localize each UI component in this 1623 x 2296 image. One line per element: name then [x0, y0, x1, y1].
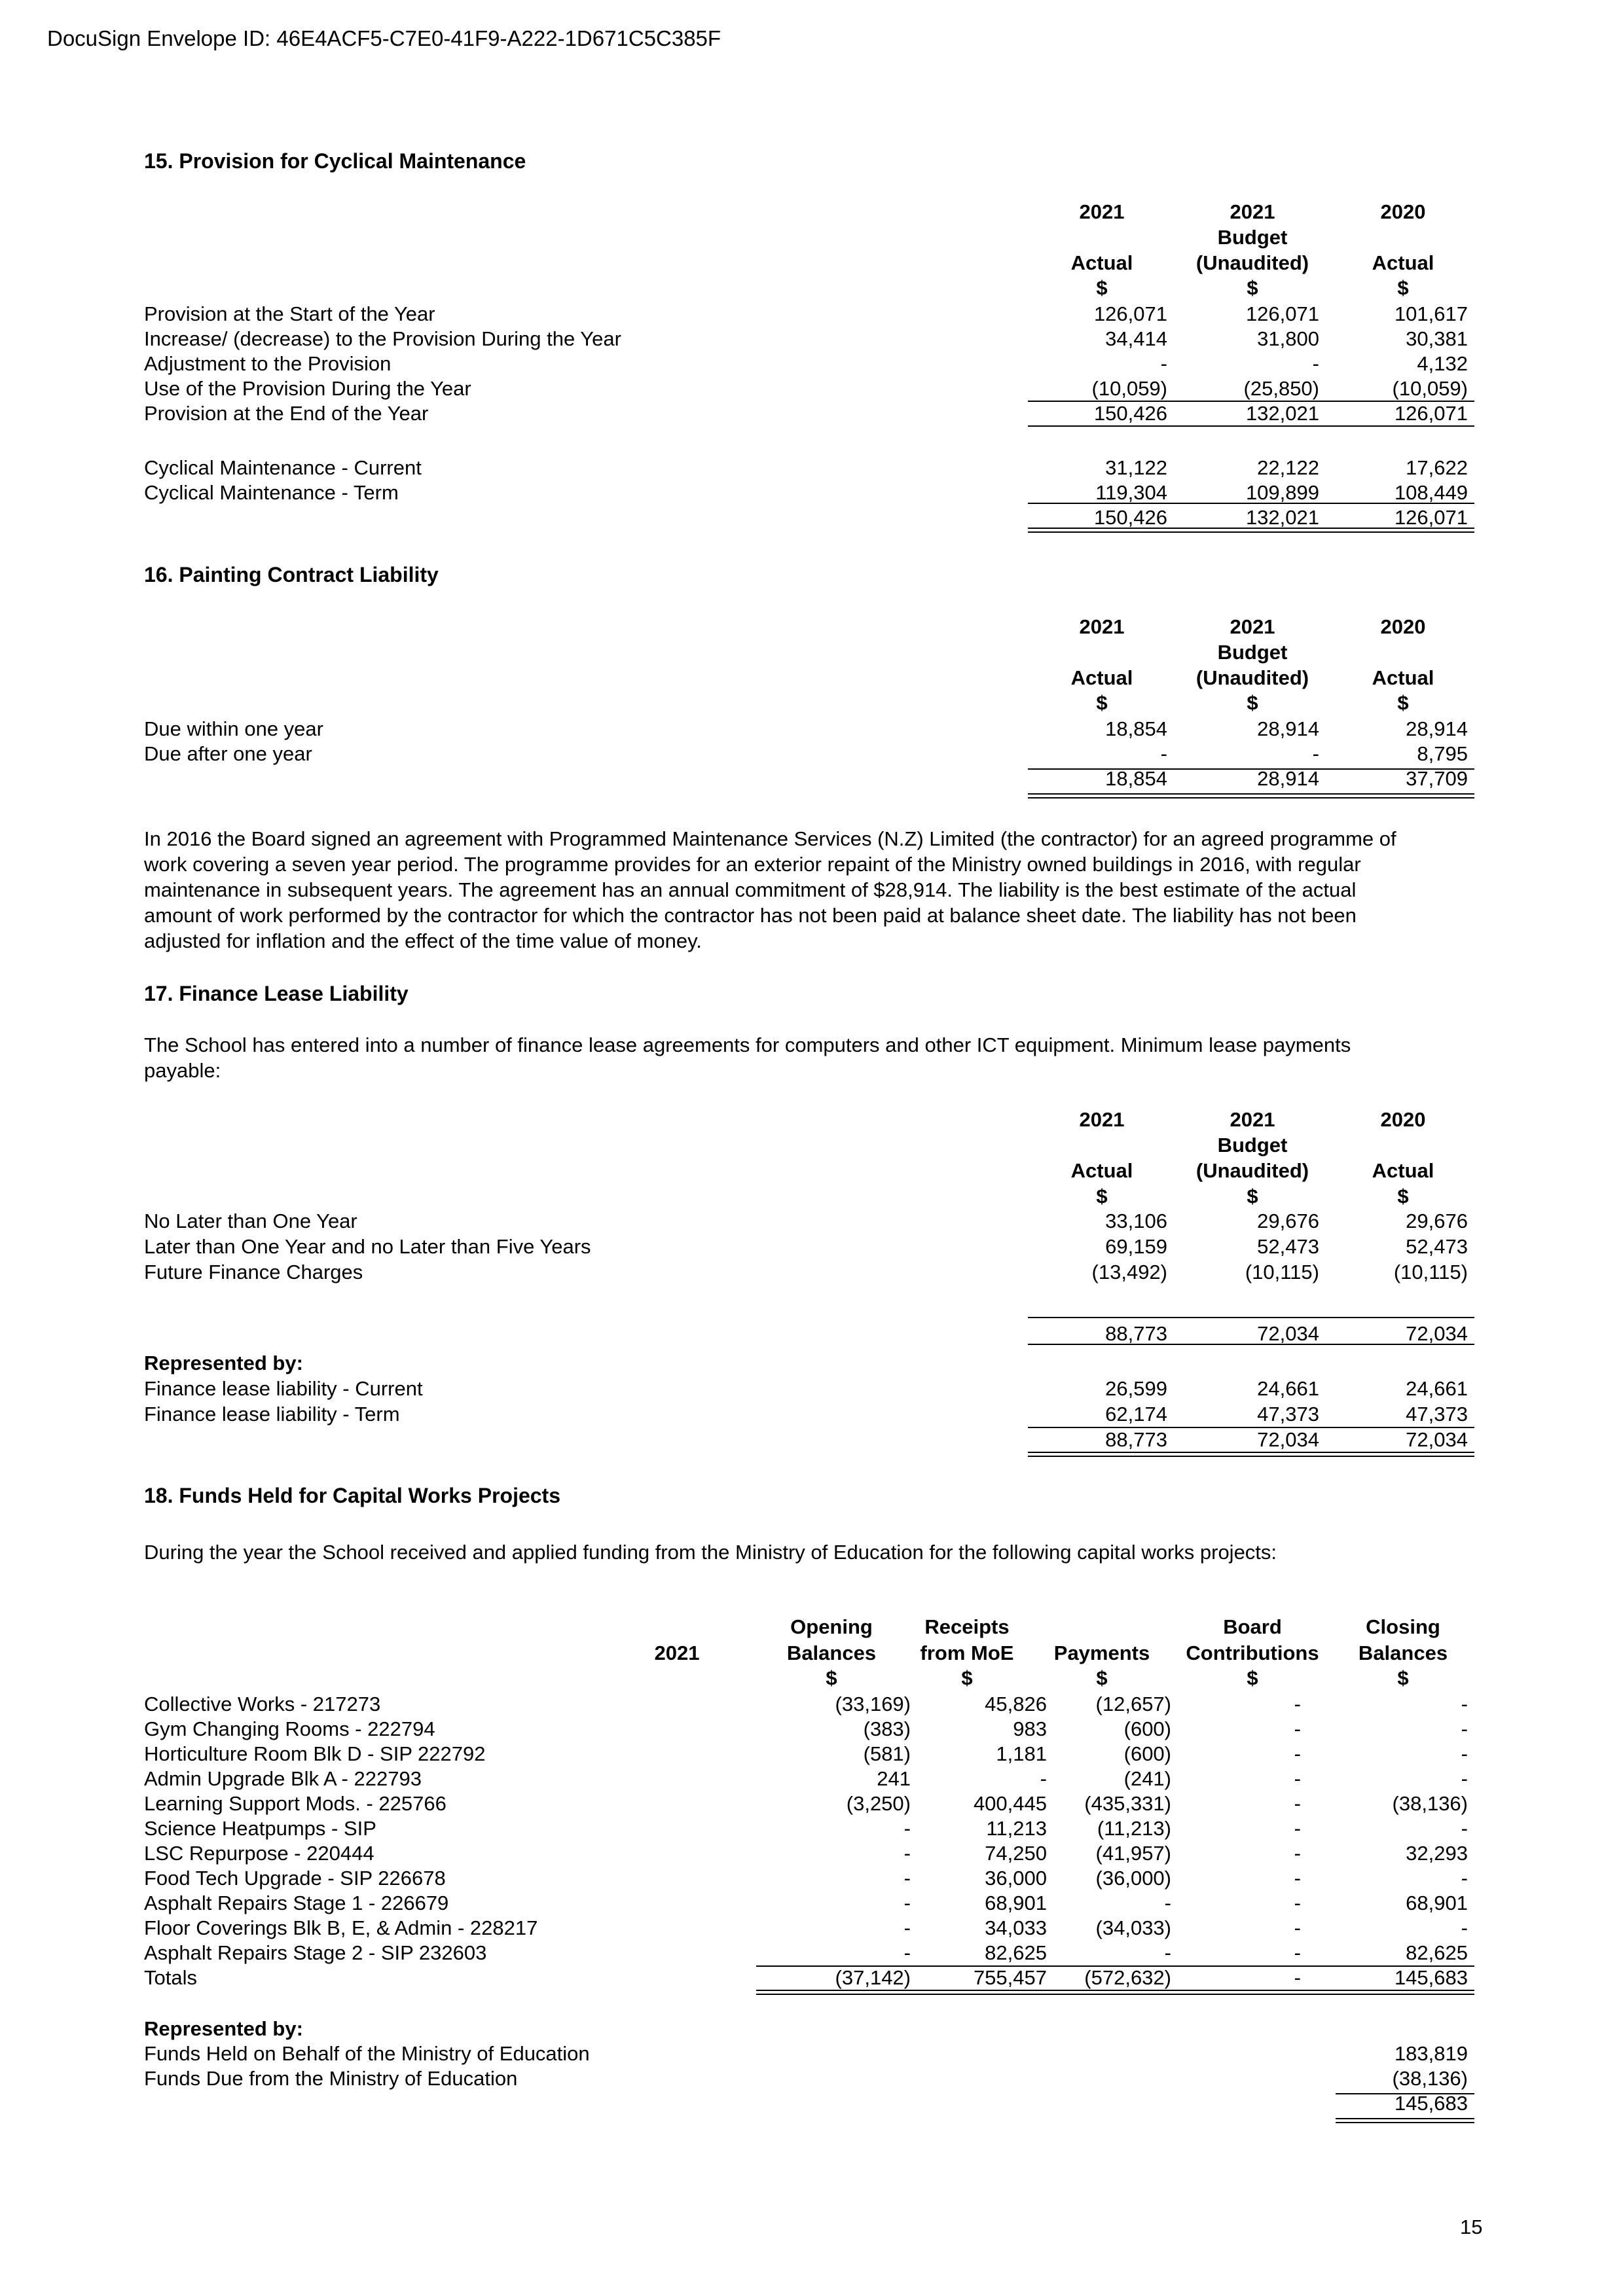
row-value: 30,381: [1406, 327, 1468, 350]
row-value: 150,426: [1093, 506, 1167, 529]
row-value: -: [1294, 1767, 1301, 1790]
section-17-title: 17. Finance Lease Liability: [144, 982, 409, 1005]
row-value: 101,617: [1394, 302, 1468, 325]
row-value: 82,625: [1406, 1941, 1468, 1964]
row-label: LSC Repurpose - 220444: [144, 1842, 374, 1865]
row-value: 28,914: [1257, 717, 1319, 740]
row-value: 150,426: [1093, 402, 1167, 425]
s18-payments: Payments: [1053, 1641, 1150, 1664]
col3-label: Actual: [1372, 251, 1434, 274]
row-value: -: [1461, 1742, 1468, 1765]
col1-year: 2021: [1079, 200, 1125, 223]
row-value: 126,071: [1394, 402, 1468, 425]
row-value: 47,373: [1257, 1403, 1319, 1426]
s18-opening-1: Opening: [790, 1615, 873, 1638]
s18-receipts-currency: $: [961, 1666, 973, 1689]
col2-currency: $: [1247, 276, 1258, 299]
row-value: 8,795: [1417, 742, 1468, 765]
row-label: Finance lease liability - Term: [144, 1403, 400, 1426]
col1-year: 2021: [1079, 615, 1125, 638]
row-value: 11,213: [986, 1817, 1047, 1840]
row-value: -: [1294, 1941, 1301, 1964]
row-label: Due after one year: [144, 742, 312, 765]
row-value: -: [1294, 1916, 1301, 1939]
row-value: -: [1160, 352, 1167, 375]
row-value: (34,033): [1095, 1916, 1171, 1939]
row-value: -: [1461, 1817, 1468, 1840]
row-value: -: [1294, 1693, 1301, 1715]
row-label: Finance lease liability - Current: [144, 1377, 423, 1400]
col1-currency: $: [1096, 691, 1108, 714]
row-value: -: [1294, 1966, 1301, 1989]
row-value: (3,250): [846, 1792, 911, 1815]
section-18-title: 18. Funds Held for Capital Works Projects: [144, 1484, 560, 1507]
row-value: 62,174: [1105, 1403, 1167, 1426]
row-value: 31,122: [1105, 456, 1167, 479]
represented-by-label-18: Represented by:: [144, 2017, 303, 2040]
col2-budget: Budget: [1217, 226, 1288, 249]
row-value: 45,826: [985, 1693, 1047, 1715]
s18-closing-currency: $: [1397, 1666, 1409, 1689]
col2-year: 2021: [1230, 615, 1275, 638]
row-value: 24,661: [1406, 1377, 1468, 1400]
row-value: (37,142): [835, 1966, 911, 1989]
envelope-id: DocuSign Envelope ID: 46E4ACF5-C7E0-41F9-A222-1D671C5C385F: [47, 26, 721, 50]
row-value: -: [903, 1867, 911, 1890]
total-col3: 72,034: [1406, 1322, 1468, 1345]
row-value: (600): [1123, 1717, 1171, 1740]
row-value: 132,021: [1245, 402, 1319, 425]
row-value: -: [1312, 742, 1319, 765]
col1-currency: $: [1096, 276, 1108, 299]
row-value: 29,676: [1406, 1210, 1468, 1232]
row-value: 36,000: [985, 1867, 1047, 1890]
row-label: Learning Support Mods. - 225766: [144, 1792, 447, 1815]
row-value: (38,136): [1392, 2067, 1468, 2090]
s18-board-1: Board: [1223, 1615, 1282, 1638]
row-value: -: [1294, 1892, 1301, 1914]
row-value: 1,181: [996, 1742, 1047, 1765]
row-value: -: [1294, 1742, 1301, 1765]
col3-currency: $: [1397, 1185, 1409, 1208]
row-value: 33,106: [1105, 1210, 1167, 1232]
s18-receipts-2: from MoE: [920, 1641, 1014, 1664]
row-label: Later than One Year and no Later than Five Years: [144, 1235, 591, 1258]
col3-currency: $: [1397, 691, 1409, 714]
row-value: 34,414: [1105, 327, 1167, 350]
row-value: (10,115): [1245, 1261, 1319, 1283]
row-label: Food Tech Upgrade - SIP 226678: [144, 1867, 446, 1890]
row-value: 18,854: [1105, 717, 1167, 740]
row-value: 24,661: [1257, 1377, 1319, 1400]
row-label: Adjustment to the Provision: [144, 352, 392, 375]
row-value: (572,632): [1084, 1966, 1171, 1989]
row-value: 74,250: [985, 1842, 1047, 1865]
paragraph-line: The School has entered into a number of finance lease agreements for computers and other ICT equipment. Minimum lease payments: [144, 1033, 1351, 1056]
s18-board-2: Contributions: [1186, 1641, 1319, 1664]
row-label: Asphalt Repairs Stage 1 - 226679: [144, 1892, 449, 1914]
col1-currency: $: [1096, 1185, 1108, 1208]
row-value: -: [1294, 1792, 1301, 1815]
row-value: -: [1312, 352, 1319, 375]
row-value: (36,000): [1095, 1867, 1171, 1890]
row-value: -: [1294, 1867, 1301, 1890]
row-value: 983: [1013, 1717, 1047, 1740]
row-value: (600): [1123, 1742, 1171, 1765]
col2-label: (Unaudited): [1195, 1159, 1309, 1182]
col2-year: 2021: [1230, 1108, 1275, 1131]
row-value: -: [1294, 1717, 1301, 1740]
row-label: Provision at the Start of the Year: [144, 302, 435, 325]
row-value: 241: [877, 1767, 911, 1790]
row-value: 72,034: [1406, 1428, 1468, 1451]
row-value: 109,899: [1245, 481, 1319, 504]
s18-opening-currency: $: [826, 1666, 837, 1689]
row-value: -: [1164, 1892, 1171, 1914]
col1-label: Actual: [1070, 666, 1133, 689]
row-value: (10,059): [1091, 377, 1167, 400]
row-value: 126,071: [1245, 302, 1319, 325]
row-value: 126,071: [1394, 506, 1468, 529]
s18-closing-2: Balances: [1358, 1641, 1448, 1664]
row-value: (25,850): [1243, 377, 1319, 400]
row-label: Cyclical Maintenance - Term: [144, 481, 399, 504]
col3-year: 2020: [1380, 200, 1426, 223]
row-value: 32,293: [1406, 1842, 1468, 1865]
row-value: 108,449: [1394, 481, 1468, 504]
total-col2: 72,034: [1257, 1322, 1319, 1345]
row-value: 28,914: [1406, 717, 1468, 740]
paragraph-line: adjusted for inflation and the effect of the time value of money.: [144, 929, 702, 952]
row-value: -: [1164, 1941, 1171, 1964]
col2-budget: Budget: [1217, 641, 1288, 664]
row-label: Collective Works - 217273: [144, 1693, 381, 1715]
row-value: 22,122: [1257, 456, 1319, 479]
row-value: 132,021: [1245, 506, 1319, 529]
row-label: Totals: [144, 1966, 197, 1989]
col2-label: (Unaudited): [1195, 251, 1309, 274]
row-label: Asphalt Repairs Stage 2 - SIP 232603: [144, 1941, 487, 1964]
row-value: 18,854: [1105, 767, 1167, 790]
row-value: (10,059): [1392, 377, 1468, 400]
represented-by-label: Represented by:: [144, 1352, 303, 1374]
paragraph-line: maintenance in subsequent years. The agreement has an annual commitment of $28,914. The liability is the best estimate of the actual: [144, 878, 1357, 901]
row-label: Horticulture Room Blk D - SIP 222792: [144, 1742, 486, 1765]
s18-closing-1: Closing: [1366, 1615, 1440, 1638]
row-value: 145,683: [1394, 2092, 1468, 2115]
col1-year: 2021: [1079, 1108, 1125, 1131]
row-value: 72,034: [1257, 1428, 1319, 1451]
row-label: Science Heatpumps - SIP: [144, 1817, 376, 1840]
row-label: Due within one year: [144, 717, 323, 740]
row-label: Funds Due from the Ministry of Education: [144, 2067, 518, 2090]
row-value: -: [1461, 1717, 1468, 1740]
row-value: -: [1461, 1693, 1468, 1715]
row-value: -: [903, 1916, 911, 1939]
row-value: -: [903, 1842, 911, 1865]
row-value: 119,304: [1095, 481, 1167, 504]
col1-label: Actual: [1070, 251, 1133, 274]
row-label: Gym Changing Rooms - 222794: [144, 1717, 435, 1740]
row-label: Floor Coverings Blk B, E, & Admin - 228217: [144, 1916, 538, 1939]
row-value: (38,136): [1392, 1792, 1468, 1815]
total-col1: 88,773: [1105, 1322, 1167, 1345]
s18-year: 2021: [654, 1641, 700, 1664]
row-value: 37,709: [1406, 767, 1468, 790]
col3-year: 2020: [1380, 615, 1426, 638]
page-number: 15: [1460, 2215, 1483, 2238]
col3-label: Actual: [1372, 666, 1434, 689]
s18-opening-2: Balances: [786, 1641, 877, 1664]
row-value: 31,800: [1257, 327, 1319, 350]
col2-budget: Budget: [1217, 1134, 1288, 1157]
row-value: (241): [1123, 1767, 1171, 1790]
s18-payments-currency: $: [1096, 1666, 1108, 1689]
row-value: -: [903, 1817, 911, 1840]
col3-year: 2020: [1380, 1108, 1426, 1131]
col1-label: Actual: [1070, 1159, 1133, 1182]
row-value: -: [1461, 1767, 1468, 1790]
s18-board-currency: $: [1247, 1666, 1258, 1689]
section-18-paragraph: During the year the School received and applied funding from the Ministry of Education for the following capital works projects:: [144, 1541, 1277, 1564]
row-value: -: [1294, 1842, 1301, 1865]
paragraph-line: work covering a seven year period. The programme provides for an exterior repaint of the Ministry owned buildings in 2016, with regular: [144, 853, 1361, 876]
row-value: (581): [863, 1742, 911, 1765]
row-value: -: [1040, 1767, 1047, 1790]
row-value: 28,914: [1257, 767, 1319, 790]
col2-currency: $: [1247, 1185, 1258, 1208]
row-label: Admin Upgrade Blk A - 222793: [144, 1767, 422, 1790]
col2-year: 2021: [1230, 200, 1275, 223]
row-value: (11,213): [1097, 1817, 1171, 1840]
row-value: (10,115): [1393, 1261, 1468, 1283]
row-value: -: [903, 1892, 911, 1914]
row-value: 126,071: [1093, 302, 1167, 325]
section-15-title: 15. Provision for Cyclical Maintenance: [144, 149, 526, 173]
paragraph-line: payable:: [144, 1059, 221, 1082]
col2-currency: $: [1247, 691, 1258, 714]
row-value: -: [903, 1941, 911, 1964]
row-value: 82,625: [985, 1941, 1047, 1964]
row-value: 26,599: [1105, 1377, 1167, 1400]
s18-receipts-1: Receipts: [924, 1615, 1010, 1638]
row-value: 17,622: [1406, 456, 1468, 479]
row-value: 34,033: [985, 1916, 1047, 1939]
row-label: Provision at the End of the Year: [144, 402, 429, 425]
col3-currency: $: [1397, 276, 1409, 299]
row-value: 183,819: [1394, 2042, 1468, 2065]
row-value: (12,657): [1095, 1693, 1171, 1715]
col3-label: Actual: [1372, 1159, 1434, 1182]
row-value: (383): [863, 1717, 911, 1740]
paragraph-line: In 2016 the Board signed an agreement with Programmed Maintenance Services (N.Z) Limited (the contractor) for an agreed programme of: [144, 827, 1396, 850]
paragraph-line: amount of work performed by the contractor for which the contractor has not been paid at balance sheet date. The liability has not been: [144, 904, 1357, 927]
row-value: -: [1461, 1916, 1468, 1939]
row-value: (13,492): [1091, 1261, 1167, 1283]
row-value: 4,132: [1417, 352, 1468, 375]
row-value: (33,169): [835, 1693, 911, 1715]
row-value: 400,445: [973, 1792, 1047, 1815]
row-value: 145,683: [1394, 1966, 1468, 1989]
row-label: Future Finance Charges: [144, 1261, 363, 1283]
row-value: 52,473: [1406, 1235, 1468, 1258]
row-value: -: [1160, 742, 1167, 765]
row-value: -: [1461, 1867, 1468, 1890]
row-value: (435,331): [1084, 1792, 1171, 1815]
row-label: No Later than One Year: [144, 1210, 357, 1232]
row-value: 47,373: [1406, 1403, 1468, 1426]
row-label: Funds Held on Behalf of the Ministry of Education: [144, 2042, 590, 2065]
row-label: Use of the Provision During the Year: [144, 377, 471, 400]
row-label: Increase/ (decrease) to the Provision During the Year: [144, 327, 621, 350]
row-value: 68,901: [985, 1892, 1047, 1914]
row-value: 68,901: [1406, 1892, 1468, 1914]
row-value: -: [1294, 1817, 1301, 1840]
row-value: (41,957): [1095, 1842, 1171, 1865]
col2-label: (Unaudited): [1195, 666, 1309, 689]
row-value: 755,457: [973, 1966, 1047, 1989]
row-value: 88,773: [1105, 1428, 1167, 1451]
row-value: 29,676: [1257, 1210, 1319, 1232]
row-value: 52,473: [1257, 1235, 1319, 1258]
section-16-title: 16. Painting Contract Liability: [144, 563, 439, 586]
row-label: Cyclical Maintenance - Current: [144, 456, 422, 479]
row-value: 69,159: [1105, 1235, 1167, 1258]
